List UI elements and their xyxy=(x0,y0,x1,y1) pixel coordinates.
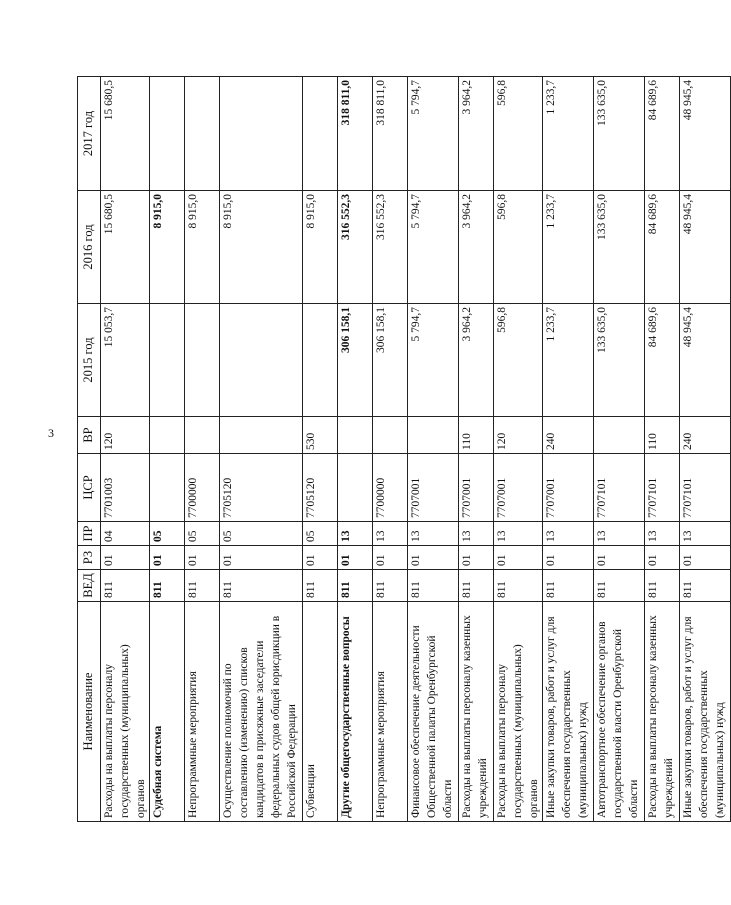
row-name: Автотранспортное обеспечение органов государственной власти Оренбургской области xyxy=(594,602,645,822)
row-value-2017 xyxy=(150,77,185,191)
row-value-2015: 15 053,7 xyxy=(101,304,150,417)
col-header-ved: ВЕД xyxy=(78,570,101,602)
col-header-csr: ЦСР xyxy=(78,454,101,522)
row-ved: 811 xyxy=(373,570,408,602)
row-rz: 01 xyxy=(543,546,594,570)
row-value-2017 xyxy=(220,77,303,191)
row-ved: 811 xyxy=(408,570,459,602)
row-ved: 811 xyxy=(101,570,150,602)
row-name: Осуществление полномочий по составлению (изменению) списков кандидатов в присяжные заседатели федеральных судов общей юрисдикции в Российской Федерации xyxy=(220,602,303,822)
table-row xyxy=(408,77,459,822)
row-csr: 7707001 xyxy=(494,454,543,522)
row-pr: 13 xyxy=(338,522,373,546)
row-pr: 13 xyxy=(645,522,680,546)
table-row xyxy=(185,77,220,822)
row-pr: 13 xyxy=(594,522,645,546)
row-value-2017: 3 964,2 xyxy=(459,77,494,191)
table-row xyxy=(543,77,594,822)
row-rz: 01 xyxy=(408,546,459,570)
row-pr: 13 xyxy=(373,522,408,546)
table-row xyxy=(645,77,680,822)
row-value-2015: 84 689,6 xyxy=(645,304,680,417)
row-value-2017: 318 811,0 xyxy=(338,77,373,191)
row-rz: 01 xyxy=(338,546,373,570)
row-csr: 7707001 xyxy=(543,454,594,522)
row-vr xyxy=(150,417,185,454)
row-name: Непрограммные мероприятия xyxy=(185,602,220,822)
row-csr: 7707101 xyxy=(645,454,680,522)
row-value-2016: 1 233,7 xyxy=(543,191,594,304)
row-csr: 7707001 xyxy=(408,454,459,522)
row-vr: 110 xyxy=(645,417,680,454)
row-ved: 811 xyxy=(338,570,373,602)
row-name: Иные закупки товаров, работ и услуг для обеспечения государственных (муниципальных) нужд xyxy=(680,602,731,822)
row-value-2017: 133 635,0 xyxy=(594,77,645,191)
row-ved: 811 xyxy=(185,570,220,602)
row-name: Расходы на выплаты персоналу государственных (муниципальных) органов xyxy=(101,602,150,822)
row-name: Расходы на выплаты персоналу государственных (муниципальных) органов xyxy=(494,602,543,822)
table-row xyxy=(101,77,150,822)
row-value-2017: 84 689,6 xyxy=(645,77,680,191)
row-rz: 01 xyxy=(494,546,543,570)
row-csr xyxy=(150,454,185,522)
row-rz: 01 xyxy=(150,546,185,570)
row-rz: 01 xyxy=(459,546,494,570)
row-rz: 01 xyxy=(303,546,338,570)
row-value-2015: 306 158,1 xyxy=(338,304,373,417)
header-row xyxy=(78,77,101,822)
row-rz: 01 xyxy=(645,546,680,570)
row-value-2015: 133 635,0 xyxy=(594,304,645,417)
row-value-2016: 8 915,0 xyxy=(303,191,338,304)
table-row xyxy=(680,77,731,822)
col-header-2017: 2017 год xyxy=(78,77,101,191)
row-value-2015: 1 233,7 xyxy=(543,304,594,417)
col-header-2015: 2015 год xyxy=(78,304,101,417)
row-value-2016: 133 635,0 xyxy=(594,191,645,304)
row-ved: 811 xyxy=(543,570,594,602)
row-vr: 240 xyxy=(543,417,594,454)
row-value-2016: 84 689,6 xyxy=(645,191,680,304)
row-name: Субвенции xyxy=(303,602,338,822)
table-row xyxy=(150,77,185,822)
table-row xyxy=(338,77,373,822)
table-body xyxy=(101,77,731,822)
row-vr: 240 xyxy=(680,417,731,454)
row-vr: 110 xyxy=(459,417,494,454)
row-ved: 811 xyxy=(494,570,543,602)
row-value-2015: 596,8 xyxy=(494,304,543,417)
row-pr: 13 xyxy=(459,522,494,546)
row-value-2016: 15 680,5 xyxy=(101,191,150,304)
row-name: Другие общегосударственные вопросы xyxy=(338,602,373,822)
row-name: Иные закупки товаров, работ и услуг для обеспечения государственных (муниципальных) нужд xyxy=(543,602,594,822)
row-ved: 811 xyxy=(594,570,645,602)
row-pr: 04 xyxy=(101,522,150,546)
row-value-2016: 8 915,0 xyxy=(150,191,185,304)
row-value-2016: 8 915,0 xyxy=(185,191,220,304)
row-rz: 01 xyxy=(373,546,408,570)
row-value-2016: 3 964,2 xyxy=(459,191,494,304)
row-rz: 01 xyxy=(185,546,220,570)
row-value-2015 xyxy=(185,304,220,417)
row-value-2017: 48 945,4 xyxy=(680,77,731,191)
row-value-2017: 318 811,0 xyxy=(373,77,408,191)
row-value-2016: 316 552,3 xyxy=(373,191,408,304)
row-value-2015: 3 964,2 xyxy=(459,304,494,417)
rotated-page xyxy=(77,77,726,822)
row-value-2015 xyxy=(220,304,303,417)
row-pr: 13 xyxy=(494,522,543,546)
row-ved: 811 xyxy=(150,570,185,602)
row-pr: 13 xyxy=(408,522,459,546)
col-header-name: Наименование xyxy=(78,602,101,822)
row-value-2016: 316 552,3 xyxy=(338,191,373,304)
row-vr xyxy=(408,417,459,454)
row-rz: 01 xyxy=(220,546,303,570)
row-rz: 01 xyxy=(680,546,731,570)
col-header-2016: 2016 год xyxy=(78,191,101,304)
row-csr: 7705120 xyxy=(220,454,303,522)
row-ved: 811 xyxy=(303,570,338,602)
row-name: Расходы на выплаты персоналу казенных учреждений xyxy=(459,602,494,822)
row-csr: 7705120 xyxy=(303,454,338,522)
row-vr: 120 xyxy=(101,417,150,454)
row-vr xyxy=(338,417,373,454)
row-name: Судебная система xyxy=(150,602,185,822)
row-vr xyxy=(185,417,220,454)
row-value-2015 xyxy=(303,304,338,417)
row-value-2017: 15 680,5 xyxy=(101,77,150,191)
row-pr: 13 xyxy=(680,522,731,546)
table-row xyxy=(459,77,494,822)
row-vr: 530 xyxy=(303,417,338,454)
row-ved: 811 xyxy=(645,570,680,602)
row-value-2015: 48 945,4 xyxy=(680,304,731,417)
table-row xyxy=(303,77,338,822)
table-row xyxy=(220,77,303,822)
row-csr xyxy=(338,454,373,522)
row-value-2017 xyxy=(185,77,220,191)
row-vr xyxy=(373,417,408,454)
row-csr: 7707001 xyxy=(459,454,494,522)
row-rz: 01 xyxy=(594,546,645,570)
row-pr: 05 xyxy=(303,522,338,546)
row-csr: 7707101 xyxy=(680,454,731,522)
row-value-2016: 48 945,4 xyxy=(680,191,731,304)
row-value-2015 xyxy=(150,304,185,417)
table-row xyxy=(594,77,645,822)
budget-table xyxy=(77,76,731,822)
row-pr: 05 xyxy=(185,522,220,546)
row-value-2016: 5 794,7 xyxy=(408,191,459,304)
page-number: 3 xyxy=(48,426,54,440)
row-vr xyxy=(594,417,645,454)
row-value-2016: 596,8 xyxy=(494,191,543,304)
row-ved: 811 xyxy=(220,570,303,602)
col-header-vr: ВР xyxy=(78,417,101,454)
row-value-2015: 5 794,7 xyxy=(408,304,459,417)
row-vr xyxy=(220,417,303,454)
row-rz: 01 xyxy=(101,546,150,570)
row-pr: 13 xyxy=(543,522,594,546)
row-vr: 120 xyxy=(494,417,543,454)
row-ved: 811 xyxy=(680,570,731,602)
row-name: Непрограммные мероприятия xyxy=(373,602,408,822)
col-header-rz: РЗ xyxy=(78,546,101,570)
row-name: Расходы на выплаты персоналу казенных учреждений xyxy=(645,602,680,822)
row-csr: 7700000 xyxy=(185,454,220,522)
row-csr: 7701003 xyxy=(101,454,150,522)
row-pr: 05 xyxy=(220,522,303,546)
row-csr: 7707101 xyxy=(594,454,645,522)
row-value-2017: 596,8 xyxy=(494,77,543,191)
row-pr: 05 xyxy=(150,522,185,546)
table-row xyxy=(373,77,408,822)
col-header-pr: ПР xyxy=(78,522,101,546)
row-value-2017 xyxy=(303,77,338,191)
row-value-2016: 8 915,0 xyxy=(220,191,303,304)
row-csr: 7700000 xyxy=(373,454,408,522)
row-ved: 811 xyxy=(459,570,494,602)
row-value-2017: 1 233,7 xyxy=(543,77,594,191)
row-value-2017: 5 794,7 xyxy=(408,77,459,191)
table-row xyxy=(494,77,543,822)
row-value-2015: 306 158,1 xyxy=(373,304,408,417)
row-name: Финансовое обеспечение деятельности Общественной палаты Оренбургской области xyxy=(408,602,459,822)
